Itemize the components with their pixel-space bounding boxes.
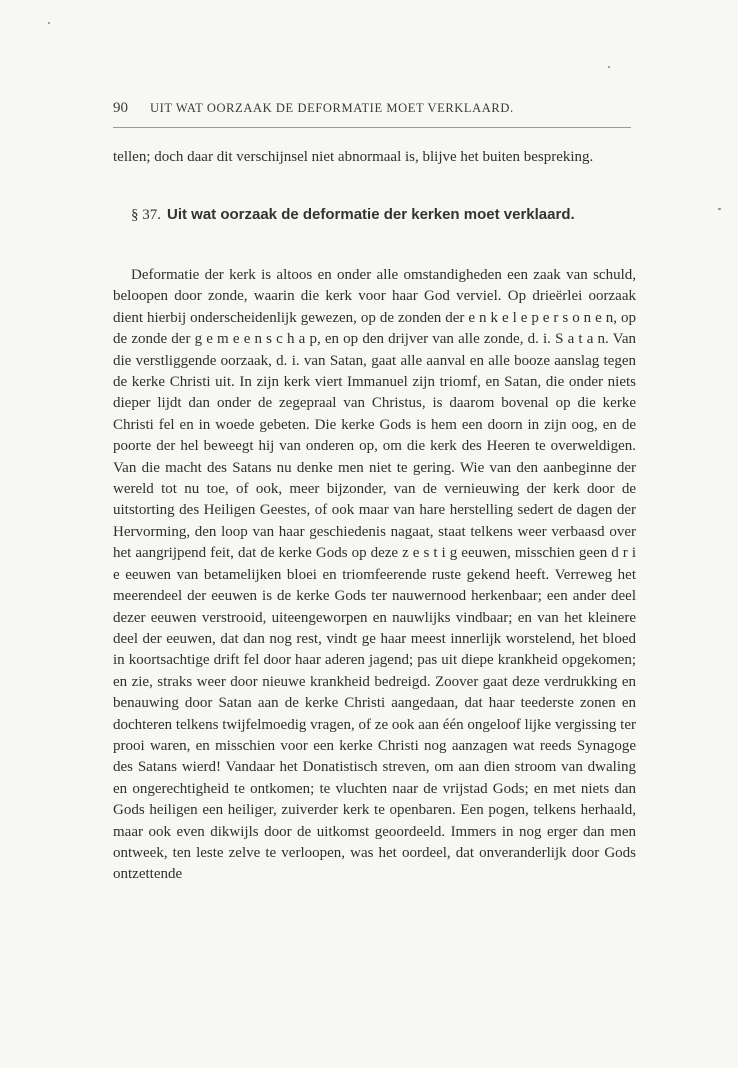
ink-speck bbox=[608, 66, 610, 68]
body-paragraph: Deformatie der kerk is altoos en onder alle omstandigheden een zaak van schuld, beloopen door zonde, waarin die kerk voor haar God verviel. Op drieërlei oorzaak dient hierbij onderscheidenlijk gewezen, op de zonden der e n k e l e p e r s o n e n, op de zonde der g e m e e n s c h a p, en op den drijver van alle zonde, d. i. S a t a n. Van die verstliggende oorzaak, d. i. van Satan, gaat alle aanval en alle booze aanslag tegen de kerke Christi uit. In zijn kerk viert Immanuel zijn triomf, en Satan, die onder niets dieper lijdt dan onder de zegepraal van Christus, is daarom bovenal op die kerke Christi fel en in woede gebeten. Die kerke Gods is hem een doorn in zijn oog, en de poorte der hel beweegt hij van onderen op, om die kerk des Heeren te overweldigen. Van die macht des Satans nu denke men niet te gering. Wie van den aanbeginne der wereld tot nu toe, of ook, meer bijzonder, van de vernieuwing der kerk door de uitstorting des Heiligen Geestes, of ook maar van hare herstelling sedert de dagen der Hervorming, den loop van haar geschiedenis nagaat, staat telkens weer verbaasd over het aangrijpend feit, dat de kerke Gods op deze z e s t i g eeuwen, misschien geen d r i e eeuwen van betamelijken bloei en triomfeerende ruste gekend heeft. Verreweg het meerendeel der eeuwen is de kerke Gods ter nauwernood herkenbaar; een ander deel dezer eeuwen verstrooid, uiteengeworpen en nauwlijks vindbaar; en van het kleinere deel der eeuwen, dat dan nog rest, vindt ge haar meest innerlijk worstelend, het bloed in koortsachtige drift fel door haar aderen jagend; pas uit diepe krankheid opgekomen; en zie, straks weer door nieuwe krankheid bedreigd. Zoover gaat deze verdrukking en benauwing door Satan aan de kerke Christi aangedaan, dat haar teederste zonen en dochteren telkens twijfelmoedig vragen, of ze ook aan één ongeloof lijke vergissing ter prooi waren, en misschien voor een kerke Christi nog aanzagen wat reeds Synagoge des Satans wierd! Vandaar het Donatistisch streven, om aan dien stroom van dwaling en ongerechtigheid te ontkomen; te vluchten naar de vrijstad Gods; en met niets dan Gods heiligen een heiliger, zuiverder kerk te openbaren. Een pogen, telkens herhaald, maar ook even dikwijls door de uitkomst geoordeeld. Immers in nog erger dan men ontweek, ten leste zelve te verloopen, was het oordeel, dat onveranderlijk door Gods ontzettende bbox=[113, 267, 636, 883]
header-rule bbox=[113, 127, 631, 128]
section-title: Uit wat oorzaak de deformatie der kerken moet verklaard. bbox=[167, 206, 575, 223]
section-number: § 37. bbox=[131, 207, 161, 223]
intro-paragraph: tellen; doch daar dit verschijnsel niet abnormaal is, blijve het buiten bespreking. bbox=[113, 149, 594, 165]
ink-speck bbox=[48, 22, 50, 24]
ink-speck bbox=[718, 208, 721, 210]
running-header bbox=[113, 100, 638, 117]
running-title: UIT WAT OORZAAK DE DEFORMATIE MOET VERKLAARD. bbox=[150, 101, 514, 115]
section-heading bbox=[113, 204, 636, 226]
page-number: 90 bbox=[113, 100, 128, 116]
